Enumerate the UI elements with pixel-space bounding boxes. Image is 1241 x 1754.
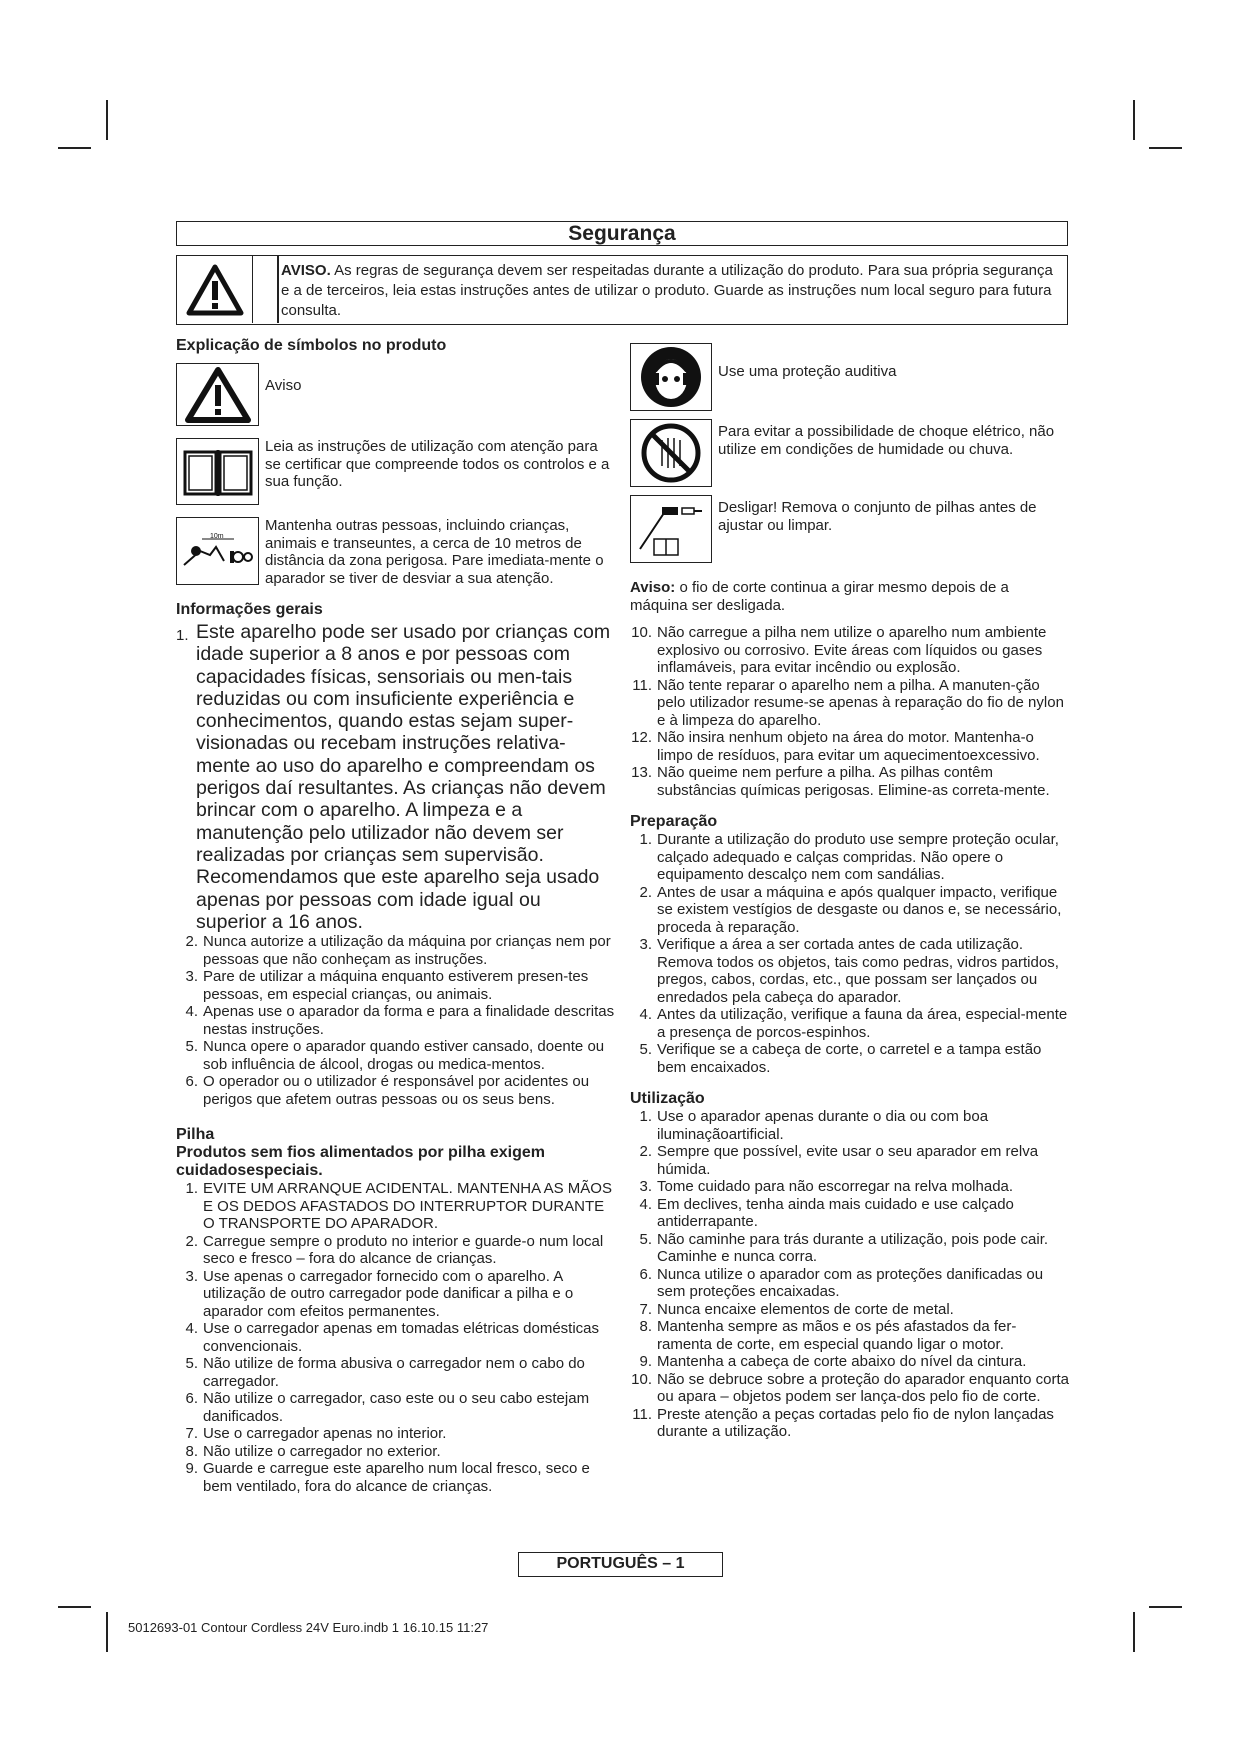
- list-text: Nunca encaixe elementos de corte de metal.: [657, 1300, 954, 1318]
- list-item: [630, 1318, 1070, 1353]
- list-text: Em declives, tenha ainda mais cuidado e use calçado antiderrapante.: [657, 1195, 1014, 1230]
- crop-mark: [106, 1612, 108, 1652]
- list-item: [176, 1355, 616, 1390]
- list-item: [630, 831, 1070, 884]
- list-item: [630, 1406, 1070, 1441]
- list-text: Durante a utilização do produto use sempre proteção ocular, calçado adequado e calças compridas. Não opere o equipamento descalço nem com sandálias.: [657, 831, 1059, 883]
- list-number: 7.: [185, 1425, 198, 1443]
- list-number: 6.: [185, 1073, 198, 1091]
- preparation-heading: Preparação: [630, 813, 718, 830]
- list-item: [630, 729, 1070, 764]
- list-item: [630, 764, 1070, 799]
- list-number: 5.: [639, 1041, 652, 1058]
- distance-label: 10m: [209, 533, 224, 540]
- aviso-note: [630, 579, 1070, 614]
- usage-list: [630, 1108, 1070, 1441]
- list-number: 2.: [639, 1143, 652, 1160]
- list-number: 5.: [639, 1230, 652, 1248]
- list-item: [176, 1320, 616, 1355]
- list-item: [630, 1041, 1070, 1076]
- list-number: 4.: [639, 1195, 652, 1213]
- symbol-row: [630, 343, 1070, 411]
- list-text: Verifique a área a ser cortada antes de cada utilização. Remova todos os objetos, tais como pedras, vidros partidos, pregos, cabos, cordas, etc., que possam ser lançados ou enredados pela cabeça do aparador.: [657, 936, 1059, 1006]
- left-column: [176, 337, 616, 1495]
- general-list-continued: [630, 624, 1070, 799]
- list-item: [176, 1443, 616, 1461]
- crop-mark: [58, 1606, 91, 1608]
- symbol-description: Mantenha outras pessoas, incluindo crianças, animais e transeuntes, a cerca de 10 metros de distância da zona perigosa. Pare imediata-mente o aparador se tiver de desviar a sua atenção.: [265, 517, 604, 587]
- crop-mark: [1149, 1606, 1182, 1608]
- open-book-icon: [176, 438, 259, 505]
- list-item: [176, 1233, 616, 1268]
- list-number: 2.: [639, 883, 652, 901]
- list-number: 11.: [632, 676, 652, 694]
- list-item: [630, 1178, 1070, 1196]
- warning-label: AVISO.: [281, 262, 331, 279]
- list-text: Não caminhe para trás durante a utilização, pois pode cair. Caminhe e nunca corra.: [657, 1230, 1049, 1265]
- list-number: 9.: [639, 1353, 652, 1370]
- list-text: Use apenas o carregador fornecido com o aparelho. A utilização de outro carregador pode danificar a pilha e o aparador com efeitos permanentes.: [203, 1267, 574, 1320]
- list-text: Guarde e carregue este aparelho num local fresco, seco e bem ventilado, fora do alcance de crianças.: [203, 1460, 590, 1495]
- symbol-description: Use uma proteção auditiva: [718, 363, 897, 380]
- list-item: [630, 884, 1070, 937]
- list-item: [630, 1266, 1070, 1301]
- list-text: Nunca autorize a utilização da máquina por crianças nem por pessoas que não conheçam as instruções.: [203, 933, 611, 968]
- list-item: [630, 1006, 1070, 1041]
- warning-divider: [277, 256, 279, 323]
- warning-triangle-icon: [176, 363, 259, 426]
- list-number: 3.: [639, 936, 652, 953]
- right-column: [630, 343, 1070, 1441]
- preparation-list: [630, 831, 1070, 1076]
- list-item: [630, 1196, 1070, 1231]
- symbol-row: [176, 517, 616, 587]
- list-number: 12.: [631, 729, 652, 746]
- list-number: 5.: [185, 1038, 198, 1056]
- list-item: [176, 1003, 616, 1038]
- list-text: Verifique se a cabeça de corte, o carretel e a tampa estão bem encaixados.: [657, 1041, 1042, 1076]
- list-number: 3.: [185, 1267, 198, 1285]
- list-item: [176, 1268, 616, 1321]
- warning-text: [281, 261, 1061, 321]
- page-title: Segurança: [176, 221, 1068, 246]
- warning-triangle-icon: [177, 256, 253, 323]
- crop-mark: [106, 100, 108, 140]
- usage-heading: Utilização: [630, 1090, 705, 1107]
- list-item: [630, 1301, 1070, 1319]
- list-item: [176, 1180, 616, 1233]
- list-text: Não queime nem perfure a pilha. As pilhas contêm substâncias químicas perigosas. Elimine-as correta-mente.: [657, 764, 1050, 799]
- symbol-description: Leia as instruções de utilização com atenção para se certificar que compreende todos os controlos e a sua função.: [265, 438, 610, 490]
- list-number: 1.: [176, 627, 189, 644]
- symbols-heading: Explicação de símbolos no produto: [176, 337, 447, 354]
- list-item: [176, 1073, 616, 1108]
- list-number: 1.: [185, 1180, 198, 1198]
- battery-subheading: Produtos sem fios alimentados por pilha exigem cuidadosespeciais.: [176, 1144, 545, 1180]
- list-number: 6.: [639, 1265, 652, 1283]
- list-text: Este aparelho pode ser usado por crianças com idade superior a 8 anos e por pessoas com capacidades físicas, sensoriais ou men-tais reduzidas ou com insuficiente experiência e conhecimentos, quando estas sejam super-visionadas ou recebam instruções relativa-mente ao uso do aparelho e compreendam os perigos daí resultantes. As crianças não devem brincar com o aparelho. A limpeza e a manutenção pelo utilizador não devem ser realizadas por crianças sem supervisão. Recomendamos que este aparelho seja usado apenas por pessoas com idade igual ou superior a 16 anos.: [196, 621, 611, 933]
- list-text: Mantenha a cabeça de corte abaixo do nível da cintura.: [657, 1353, 1027, 1370]
- list-item: [176, 1425, 616, 1443]
- list-text: Carregue sempre o produto no interior e guarde-o num local seco e fresco – fora do alcance de crianças.: [203, 1232, 604, 1268]
- battery-list: [176, 1180, 616, 1495]
- list-item: [176, 968, 616, 1003]
- symbol-description: Desligar! Remova o conjunto de pilhas antes de ajustar ou limpar.: [718, 499, 1037, 534]
- symbol-row: [176, 363, 616, 426]
- list-number: 4.: [185, 1320, 198, 1338]
- list-item: [176, 933, 616, 968]
- list-text: Antes de usar a máquina e após qualquer impacto, verifique se existem vestígios de desgaste ou danos e, se necessário, proceda à reparação.: [657, 883, 1062, 936]
- list-item: [176, 1390, 616, 1425]
- symbol-description: Aviso: [265, 377, 302, 394]
- list-item: [630, 1371, 1070, 1406]
- list-number: 5.: [185, 1355, 198, 1373]
- list-item: [176, 1460, 616, 1495]
- symbol-row: [176, 438, 616, 505]
- list-item: [630, 677, 1070, 730]
- list-text: Apenas use o aparador da forma e para a finalidade descritas nestas instruções.: [203, 1003, 615, 1038]
- list-number: 7.: [639, 1300, 652, 1318]
- list-text: Não utilize de forma abusiva o carregador nem o cabo do carregador.: [203, 1355, 585, 1390]
- symbol-row: [630, 495, 1070, 563]
- list-text: Não insira nenhum objeto na área do motor. Mantenha-o limpo de resíduos, para evitar um aquecimentoexcessivo.: [657, 729, 1040, 764]
- list-number: 2.: [185, 933, 198, 951]
- list-text: Nunca opere o aparador quando estiver cansado, doente ou sob influência de álcool, drogas ou medica-mentos.: [203, 1038, 605, 1073]
- list-number: 1.: [639, 1108, 652, 1125]
- list-text: Não utilize o carregador no exterior.: [203, 1442, 441, 1460]
- list-item: [630, 936, 1070, 1006]
- list-number: 10.: [631, 1370, 652, 1388]
- list-number: 4.: [639, 1006, 652, 1023]
- list-number: 6.: [185, 1390, 198, 1408]
- crop-mark: [1133, 100, 1135, 140]
- list-item: [630, 1143, 1070, 1178]
- list-number: 2.: [185, 1232, 198, 1250]
- list-number: 3.: [639, 1178, 652, 1195]
- list-item: [630, 624, 1070, 677]
- list-number: 8.: [185, 1442, 198, 1460]
- list-text: Nunca utilize o aparador com as proteções danificadas ou sem proteções encaixadas.: [657, 1265, 1044, 1300]
- list-number: 4.: [185, 1003, 198, 1021]
- list-text: Mantenha sempre as mãos e os pés afastados da fer-ramenta de corte, em especial quando ligar o motor.: [657, 1318, 1017, 1353]
- aviso-text: o fio de corte continua a girar mesmo depois de a máquina ser desligada.: [630, 579, 1009, 614]
- disconnect-battery-icon: [630, 495, 712, 563]
- warning-body: As regras de segurança devem ser respeitadas durante a utilização do produto. Para sua própria segurança e a de terceiros, leia estas instruções antes de utilizar o produto. Guarde as instruções num local seguro para futura consulta.: [281, 262, 1053, 319]
- list-item: [630, 1231, 1070, 1266]
- list-text: Não carregue a pilha nem utilize o aparelho num ambiente explosivo ou corrosivo. Evite áreas com líquidos ou gases inflamáveis, para evitar incêndio ou explosão.: [657, 624, 1047, 676]
- list-number: 1.: [639, 831, 652, 848]
- list-text: O operador ou o utilizador é responsável por acidentes ou perigos que afetem outras pessoas ou os seus bens.: [203, 1073, 590, 1108]
- general-heading: Informações gerais: [176, 601, 323, 618]
- list-text: Não utilize o carregador, caso este ou o seu cabo estejam danificados.: [203, 1390, 590, 1425]
- list-number: 8.: [639, 1318, 652, 1335]
- symbol-row: [630, 419, 1070, 487]
- list-text: Antes da utilização, verifique a fauna da área, especial-mente a presença de porcos-espinhos.: [657, 1006, 1068, 1041]
- list-text: Preste atenção a peças cortadas pelo fio de nylon lançadas durante a utilização.: [657, 1405, 1054, 1440]
- general-list: [176, 933, 616, 1108]
- list-text: Pare de utilizar a máquina enquanto estiverem presen-tes pessoas, em especial crianças, ou animais.: [203, 968, 589, 1003]
- list-number: 11.: [632, 1405, 652, 1423]
- list-number: 10.: [631, 624, 652, 641]
- list-item: [176, 1038, 616, 1073]
- list-text: Não se debruce sobre a proteção do aparador enquanto corta ou apara – objetos podem ser lança-dos pelo fio de corte.: [657, 1370, 1069, 1405]
- aviso-label: Aviso:: [630, 579, 676, 596]
- crop-mark: [1149, 147, 1182, 149]
- general-item-1: [176, 621, 616, 933]
- list-item: [630, 1108, 1070, 1143]
- bystander-distance-icon: [176, 517, 259, 585]
- battery-heading: Pilha: [176, 1126, 215, 1144]
- list-number: 13.: [631, 764, 652, 781]
- no-rain-icon: [630, 419, 712, 487]
- crop-mark: [1133, 1612, 1135, 1652]
- list-text: Não tente reparar o aparelho nem a pilha. A manuten-ção pelo utilizador resume-se apenas à reparação do fio de nylon e à limpeza do aparelho.: [657, 676, 1064, 729]
- list-text: Use o carregador apenas em tomadas elétricas domésticas convencionais.: [203, 1320, 600, 1355]
- list-item: [630, 1353, 1070, 1371]
- list-text: Sempre que possível, evite usar o seu aparador em relva húmida.: [657, 1143, 1039, 1178]
- list-text: Tome cuidado para não escorregar na relva molhada.: [657, 1178, 1014, 1195]
- symbol-description: Para evitar a possibilidade de choque elétrico, não utilize em condições de humidade ou chuva.: [718, 423, 1055, 458]
- list-number: 9.: [185, 1460, 198, 1478]
- list-text: Use o aparador apenas durante o dia ou com boa iluminaçãoartificial.: [657, 1108, 989, 1143]
- list-number: 3.: [185, 968, 198, 986]
- hearing-protection-icon: [630, 343, 712, 411]
- page-language-label: PORTUGUÊS – 1: [518, 1552, 723, 1577]
- list-text: EVITE UM ARRANQUE ACIDENTAL. MANTENHA AS MÃOS E OS DEDOS AFASTADOS DO INTERRUPTOR DURANTE O TRANSPORTE DO APARADOR.: [203, 1180, 612, 1233]
- crop-mark: [58, 147, 91, 149]
- print-slug: 5012693-01 Contour Cordless 24V Euro.indb 1 16.10.15 11:27: [128, 1620, 489, 1635]
- list-text: Use o carregador apenas no interior.: [203, 1425, 447, 1443]
- warning-box: [176, 255, 1068, 325]
